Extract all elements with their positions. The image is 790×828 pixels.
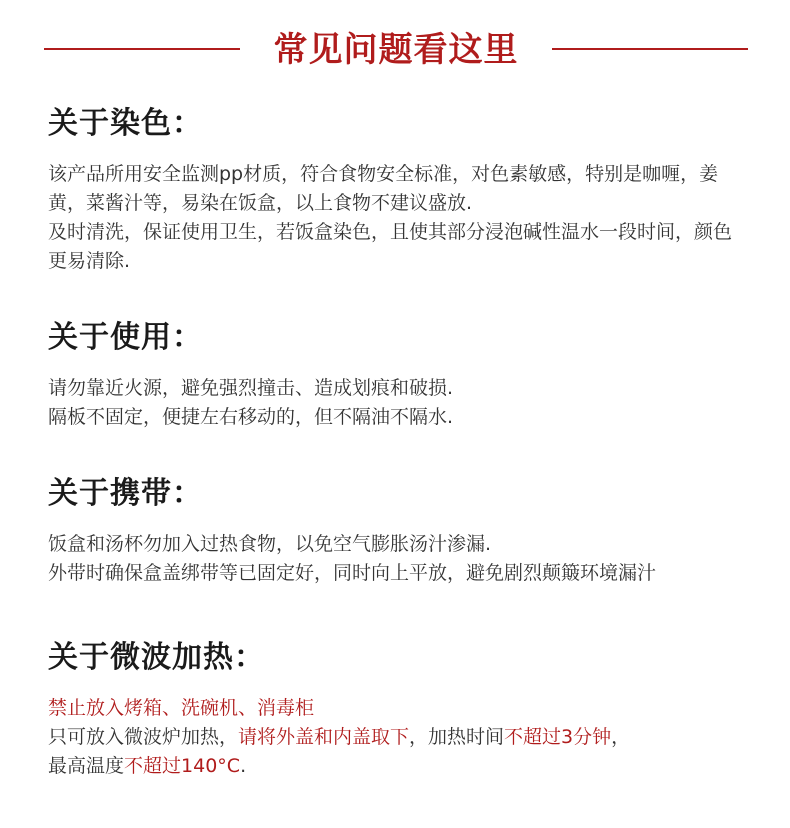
paragraph: 该产品所用安全监测pp材质，符合食物安全标准，对色素敏感，特别是咖喱，姜黄，菜酱汁等，易染在饭盒，以上食物不建议盛放. — [48, 163, 719, 214]
warning-line: 禁止放入烤箱、洗碗机、消毒柜 — [48, 697, 315, 719]
section-body-microwave — [48, 694, 748, 781]
paragraph: 请勿靠近火源，避免强烈撞击、造成划痕和破损. — [48, 377, 454, 399]
page-header — [0, 20, 790, 80]
section-microwave — [48, 638, 748, 781]
section-carry — [48, 474, 748, 588]
text-span: 最高温度 — [48, 755, 125, 777]
section-heading-dyeing: 关于染色： — [48, 106, 203, 141]
highlight-span: 不超过3分钟 — [504, 726, 612, 748]
paragraph: 及时清洗，保证使用卫生，若饭盒染色，且使其部分浸泡碱性温水一段时间，颜色更易清除. — [48, 221, 733, 272]
paragraph — [48, 752, 748, 781]
header-rule-left — [44, 48, 240, 50]
text-span: . — [240, 755, 247, 777]
text-span: ，加热时间 — [409, 726, 505, 748]
section-usage — [48, 318, 748, 432]
header-rule-right — [552, 48, 748, 50]
section-heading-usage: 关于使用： — [48, 320, 203, 355]
paragraph — [48, 723, 748, 752]
section-dyeing — [48, 104, 748, 276]
section-heading-microwave: 关于微波加热： — [48, 640, 265, 675]
paragraph: 隔板不固定，便捷左右移动的，但不隔油不隔水. — [48, 406, 454, 428]
section-body-dyeing — [48, 160, 748, 276]
paragraph: 饭盒和汤杯勿加入过热食物，以免空气膨胀汤汁渗漏. — [48, 533, 492, 555]
section-body-carry — [48, 530, 748, 588]
text-span: ， — [611, 726, 631, 748]
highlight-span: 不超过140°C — [124, 755, 241, 777]
paragraph: 外带时确保盒盖绑带等已固定好，同时向上平放，避免剧烈颠簸环境漏汁 — [48, 562, 657, 584]
page-title: 常见问题看这里 — [273, 30, 519, 70]
section-body-usage — [48, 374, 748, 432]
section-heading-carry: 关于携带： — [48, 476, 203, 511]
highlight-span: 请将外盖和内盖取下 — [238, 726, 410, 748]
text-span: 只可放入微波炉加热， — [48, 726, 239, 748]
